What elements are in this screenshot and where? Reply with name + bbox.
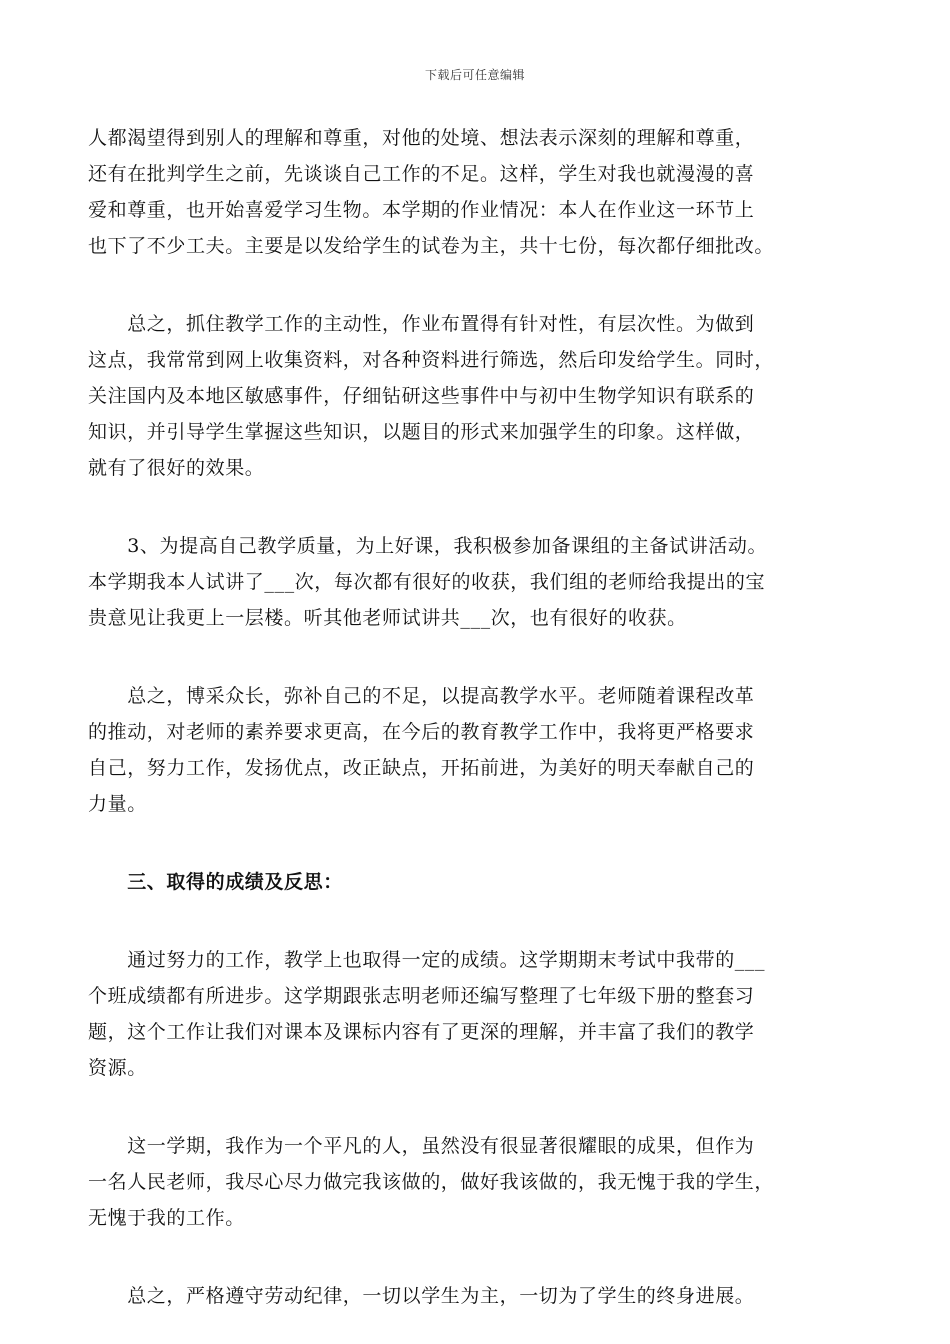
text-line: 资源。 bbox=[88, 1057, 147, 1079]
text-line: 无愧于我的工作。 bbox=[88, 1207, 245, 1229]
paragraph-gap bbox=[88, 1086, 863, 1128]
paragraph-gap bbox=[88, 1236, 863, 1278]
text-line: 自己，努力工作，发扬优点，改正缺点，开拓前进，为美好的明天奉献自己的 bbox=[88, 757, 755, 779]
paragraph-gap bbox=[88, 822, 863, 864]
text-line: 也下了不少工夫。主要是以发给学生的试卷为主，共十七份，每次都仔细批改。 bbox=[88, 235, 775, 257]
text-line: 的推动，对老师的素养要求更高，在今后的教育教学工作中，我将更严格要求 bbox=[88, 721, 755, 743]
text-line: 这点，我常常到网上收集资料，对各种资料进行筛选，然后印发给学生。同时， bbox=[88, 349, 775, 371]
text-line: 这一学期，我作为一个平凡的人，虽然没有很显著很耀眼的成果，但作为 bbox=[88, 1135, 755, 1157]
text-line: 知识，并引导学生掌握这些知识，以题目的形式来加强学生的印象。这样做， bbox=[88, 421, 755, 443]
paragraph-gap bbox=[88, 636, 863, 678]
text-line: 贵意见让我更上一层楼。听其他老师试讲共___次，也有很好的收获。 bbox=[88, 607, 687, 629]
text-line: 就有了很好的效果。 bbox=[88, 457, 265, 479]
text-line: 总之，严格遵守劳动纪律，一切以学生为主，一切为了学生的终身进展。 bbox=[88, 1285, 755, 1307]
text-line: 题，这个工作让我们对课本及课标内容有了更深的理解，并丰富了我们的教学 bbox=[88, 1021, 755, 1043]
text-line: 一名人民老师，我尽心尽力做完我该做的，做好我该做的，我无愧于我的学生， bbox=[88, 1171, 775, 1193]
text-line: 3、为提高自己教学质量，为上好课，我积极参加备课组的主备试讲活动。 bbox=[88, 535, 768, 557]
text-line: 总之，博采众长，弥补自己的不足，以提高教学水平。老师随着课程改革 bbox=[88, 685, 755, 707]
paragraph-gap bbox=[88, 264, 863, 306]
text-line: 总之，抓住教学工作的主动性，作业布置得有针对性，有层次性。为做到 bbox=[88, 313, 755, 335]
text-line: 关注国内及本地区敏感事件，仔细钻研这些事件中与初中生物学知识有联系的 bbox=[88, 385, 755, 407]
text-line: 爱和尊重，也开始喜爱学习生物。本学期的作业情况：本人在作业这一环节上 bbox=[88, 199, 755, 221]
text-line: 力量。 bbox=[88, 793, 147, 815]
page-header: 下载后可任意编辑 bbox=[424, 68, 525, 82]
text-line: 个班成绩都有所进步。这学期跟张志明老师还编写整理了七年级下册的整套习 bbox=[88, 985, 755, 1007]
text-line: 通过努力的工作，教学上也取得一定的成绩。这学期期末考试中我带的___ bbox=[88, 949, 766, 971]
text-line: 还有在批判学生之前，先谈谈自己工作的不足。这样，学生对我也就漫漫的喜 bbox=[88, 163, 755, 185]
document-body bbox=[88, 120, 863, 1314]
paragraph-gap bbox=[88, 900, 863, 942]
paragraph-gap bbox=[88, 486, 863, 528]
section-heading: 三、取得的成绩及反思： bbox=[88, 871, 343, 893]
text-line: 人都渴望得到别人的理解和尊重，对他的处境、想法表示深刻的理解和尊重， bbox=[88, 127, 755, 149]
text-line: 本学期我本人试讲了___次，每次都有很好的收获，我们组的老师给我提出的宝 bbox=[88, 571, 766, 593]
